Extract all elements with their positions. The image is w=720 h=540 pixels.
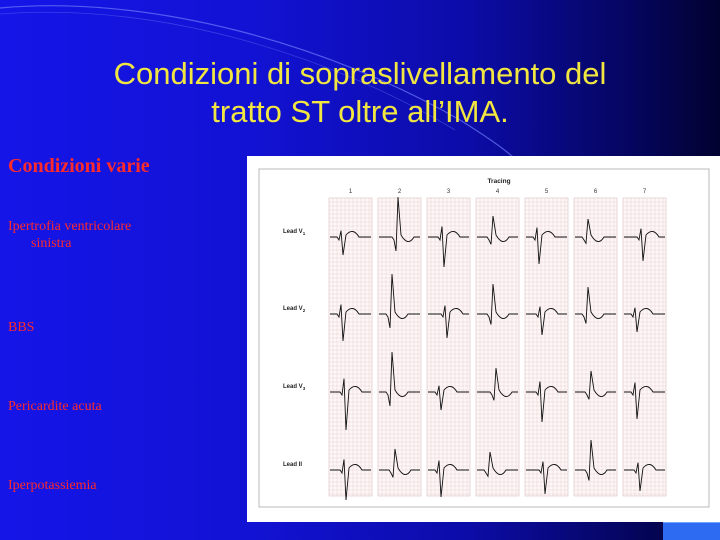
list-item-label: Pericardite acuta [8, 399, 102, 414]
title-line-2: tratto ST oltre all’IMA. [211, 94, 509, 129]
tracing-column [525, 198, 568, 496]
section-heading: Condizioni varie [8, 155, 150, 177]
tracing-column-label: 7 [642, 189, 647, 195]
ecg-tracings [247, 156, 720, 522]
tracing-column-label: 2 [397, 189, 402, 195]
tracing-column-label: 6 [593, 189, 598, 195]
lead-label: Lead $V_2$ [283, 306, 306, 313]
list-item-label: Ipertrofia ventricolare [8, 219, 132, 234]
tracing-column [329, 198, 372, 500]
list-item [8, 398, 208, 415]
tracing-column [476, 198, 519, 496]
corner-accent-block [663, 522, 720, 540]
title-line-1: Condizioni di sopraslivellamento del [113, 56, 607, 91]
tracing-column [427, 198, 470, 497]
list-item-label-cont: sinistra [31, 236, 72, 251]
list-item [8, 319, 208, 336]
tracing-column [574, 198, 617, 496]
tracing-column-label: 3 [446, 189, 451, 195]
list-item [8, 218, 208, 252]
lead-label: Lead $V_3$ [283, 384, 306, 391]
tracing-header: Tracing [487, 178, 511, 185]
tracing-column-label: 4 [495, 189, 500, 195]
tracing-column [623, 198, 666, 496]
list-item [8, 477, 208, 494]
ecg-figure [247, 156, 720, 522]
list-item-label: BBS [8, 320, 35, 335]
lead-label: Lead $V_1$ [283, 229, 306, 236]
slide-title [40, 55, 680, 131]
tracing-column [378, 197, 421, 496]
list-item-label: Iperpotassiemia [8, 478, 97, 493]
lead-label: Lead II [283, 462, 303, 468]
tracing-column-label: 1 [348, 189, 353, 195]
tracing-column-label: 5 [544, 189, 549, 195]
